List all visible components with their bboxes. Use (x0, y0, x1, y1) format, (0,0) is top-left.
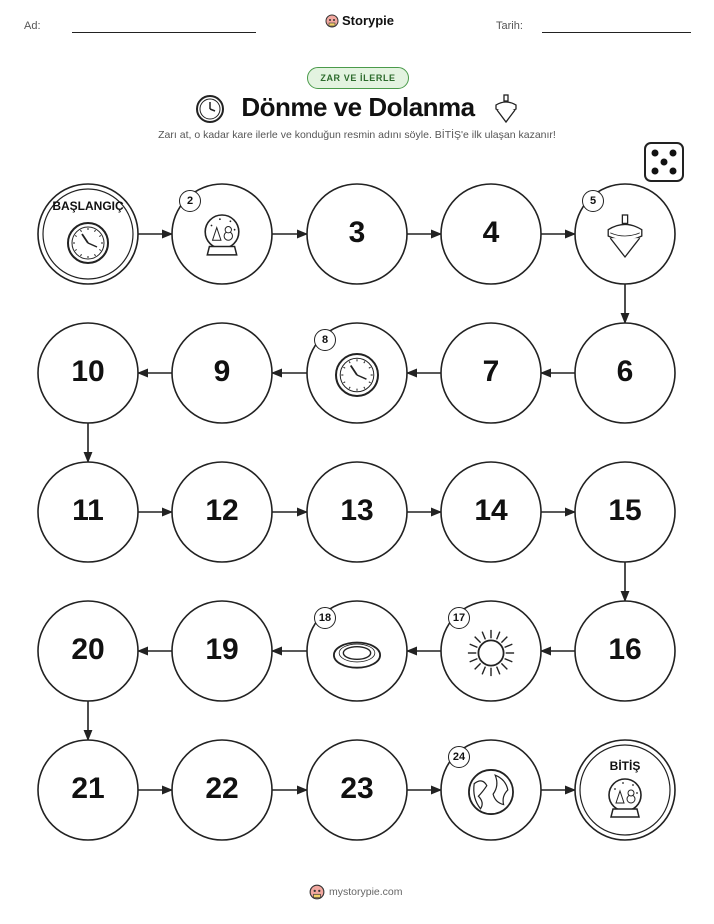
game-type-badge: ZAR VE İLERLE (307, 67, 409, 89)
name-label: Ad: (24, 20, 41, 32)
footer-url: mystorypie.com (329, 886, 403, 898)
space-number: 11 (72, 494, 104, 527)
space-number: 12 (205, 494, 239, 527)
brand-name: Storypie (342, 13, 395, 28)
space-number: 10 (71, 355, 105, 388)
space-number-badge: 2 (179, 190, 201, 212)
instructions: Zarı at, o kadar kare ilerle ve konduğun resmin adını söyle. BİTİŞ'e ilk ulaşan kazanır! (158, 129, 556, 141)
space-number: 14 (474, 494, 508, 527)
space-number-badge: 8 (314, 329, 336, 351)
space-number: 7 (482, 355, 500, 388)
space-number-badge: 5 (582, 190, 604, 212)
page-title-text: Dönme ve Dolanma (241, 92, 475, 122)
space-number: 3 (348, 216, 366, 249)
space-number: 22 (205, 772, 239, 805)
space-number: 23 (340, 772, 374, 805)
footer (309, 884, 403, 900)
finish-label: BİTİŞ (609, 759, 641, 773)
space-number: 20 (71, 633, 105, 666)
date-label: Tarih: (496, 20, 523, 32)
space-number: 4 (482, 216, 500, 249)
space-number: 6 (616, 355, 634, 388)
globe-icon (469, 770, 513, 814)
space-number: 9 (213, 355, 231, 388)
clock-icon (336, 354, 378, 396)
space-number-badge: 17 (448, 607, 470, 629)
space-number: 19 (205, 633, 239, 666)
space-number: 15 (608, 494, 642, 527)
sun-icon (468, 630, 514, 676)
space-number: 13 (340, 494, 374, 527)
space-number-badge: 18 (314, 607, 336, 629)
space-number: 16 (608, 633, 642, 666)
finish-space (575, 740, 675, 840)
snow-globe-icon (609, 779, 641, 817)
snow-globe-icon (205, 215, 239, 255)
storypie-mascot-icon (309, 884, 325, 900)
space-number: 21 (71, 772, 105, 805)
start-label: BAŞLANGIÇ (52, 199, 124, 213)
ring-icon (334, 643, 380, 668)
space-number-badge: 24 (448, 746, 470, 768)
clock-icon (68, 223, 108, 263)
